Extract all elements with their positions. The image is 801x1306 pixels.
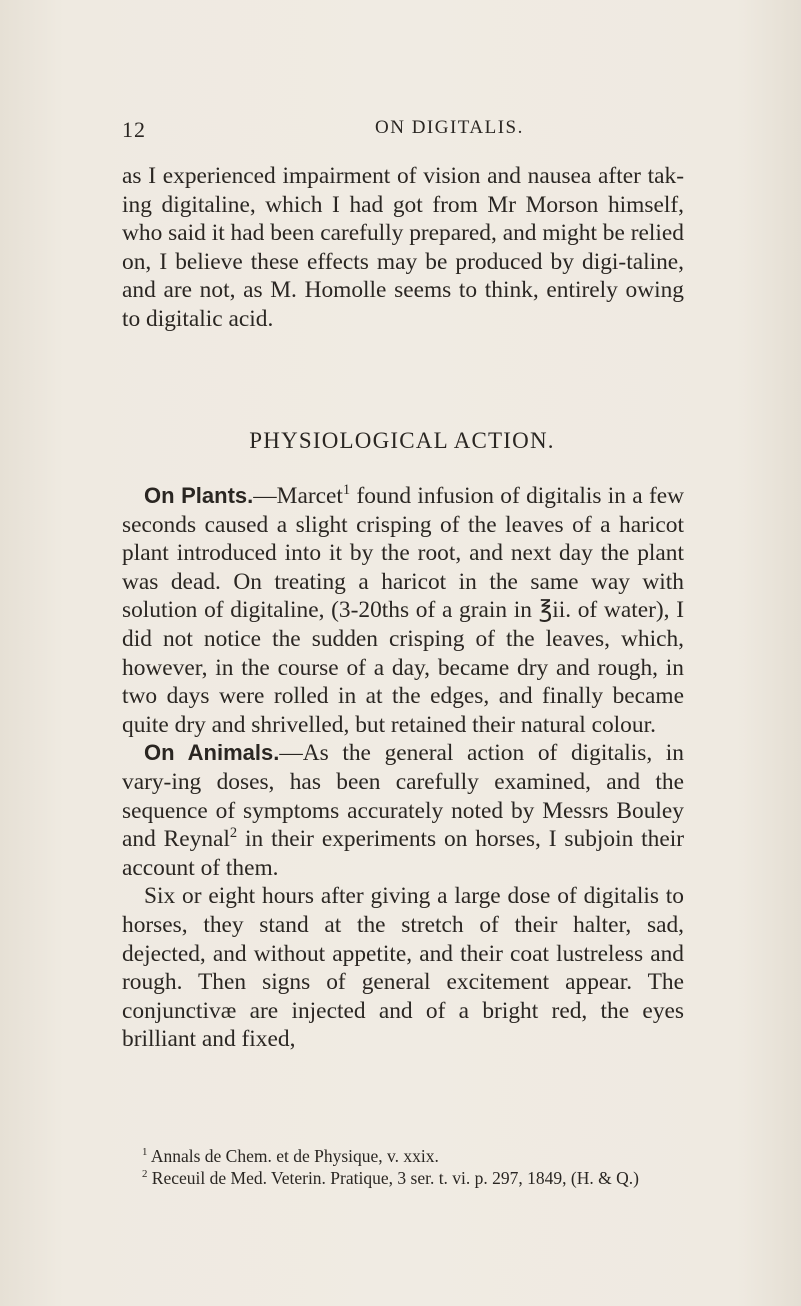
subhead-on-animals: On Animals. bbox=[144, 740, 280, 766]
footnote-text: Annals de Chem. et de Physique, v. xxix. bbox=[147, 1146, 439, 1166]
footnote-ref: 2 bbox=[229, 825, 238, 842]
paragraph-text: —As the general action of digitalis, in vary-ing doses, has been carefully examined, and the sequence of symptoms accurately noted by Messrs Bouley and Reynal bbox=[122, 740, 685, 853]
footnote bbox=[122, 1167, 684, 1189]
paragraph-text: found infusion of digitalis in a few seconds caused a slight crisping of the leaves of a haricot plant introduced into it by the root, and next day the plant was dead. On treating a haricot in the same way with solution of digitaline, (3-20ths of a grain in ℥ii. of water), I did not notice the sudden crisping of the leaves, which, however, in the course of a day, became dry and rough, in two days were rolled in at the edges, and finally became quite dry and shrivelled, but retained their natural colour. bbox=[122, 483, 685, 738]
paragraph-text: —Marcet bbox=[253, 483, 343, 509]
running-title: ON DIGITALIS. bbox=[375, 117, 524, 138]
footnote-text: Receuil de Med. Veterin. Pratique, 3 ser. t. vi. p. 297, 1849, (H. & Q.) bbox=[147, 1168, 639, 1188]
section-heading: PHYSIOLOGICAL ACTION. bbox=[249, 428, 555, 453]
footnote-ref: 1 bbox=[342, 482, 351, 499]
paragraph-on-plants bbox=[122, 482, 684, 739]
footnote-marker: 1 bbox=[142, 1146, 148, 1159]
paragraph-on-animals bbox=[122, 739, 684, 882]
intro-paragraph: as I experienced impairment of vision and nausea after tak-ing digitaline, which I had got from Mr Morson himself, who said it had been carefully prepared, and might be relied on, I believe these effects may be produced by digi-taline, and are not, as M. Homolle seems to think, entirely owing to digitalic acid. bbox=[122, 163, 684, 332]
section-body bbox=[122, 482, 684, 1054]
footnotes bbox=[122, 1145, 684, 1189]
paragraph-symptoms: Six or eight hours after giving a large dose of digitalis to horses, they stand at the stretch of their halter, sad, dejected, and without appetite, and their coat lustreless and rough. Then signs of general excitement appear. The conjunctivæ are injected and of a bright red, the eyes brilliant and fixed, bbox=[122, 883, 684, 1053]
footnote bbox=[122, 1145, 684, 1167]
page-header bbox=[122, 117, 682, 147]
page-number: 12 bbox=[122, 117, 146, 142]
paragraph-text: in their experiments on horses, I subjoin their account of them. bbox=[122, 826, 685, 881]
footnote-marker: 2 bbox=[142, 1168, 148, 1181]
subhead-on-plants: On Plants. bbox=[144, 483, 254, 508]
